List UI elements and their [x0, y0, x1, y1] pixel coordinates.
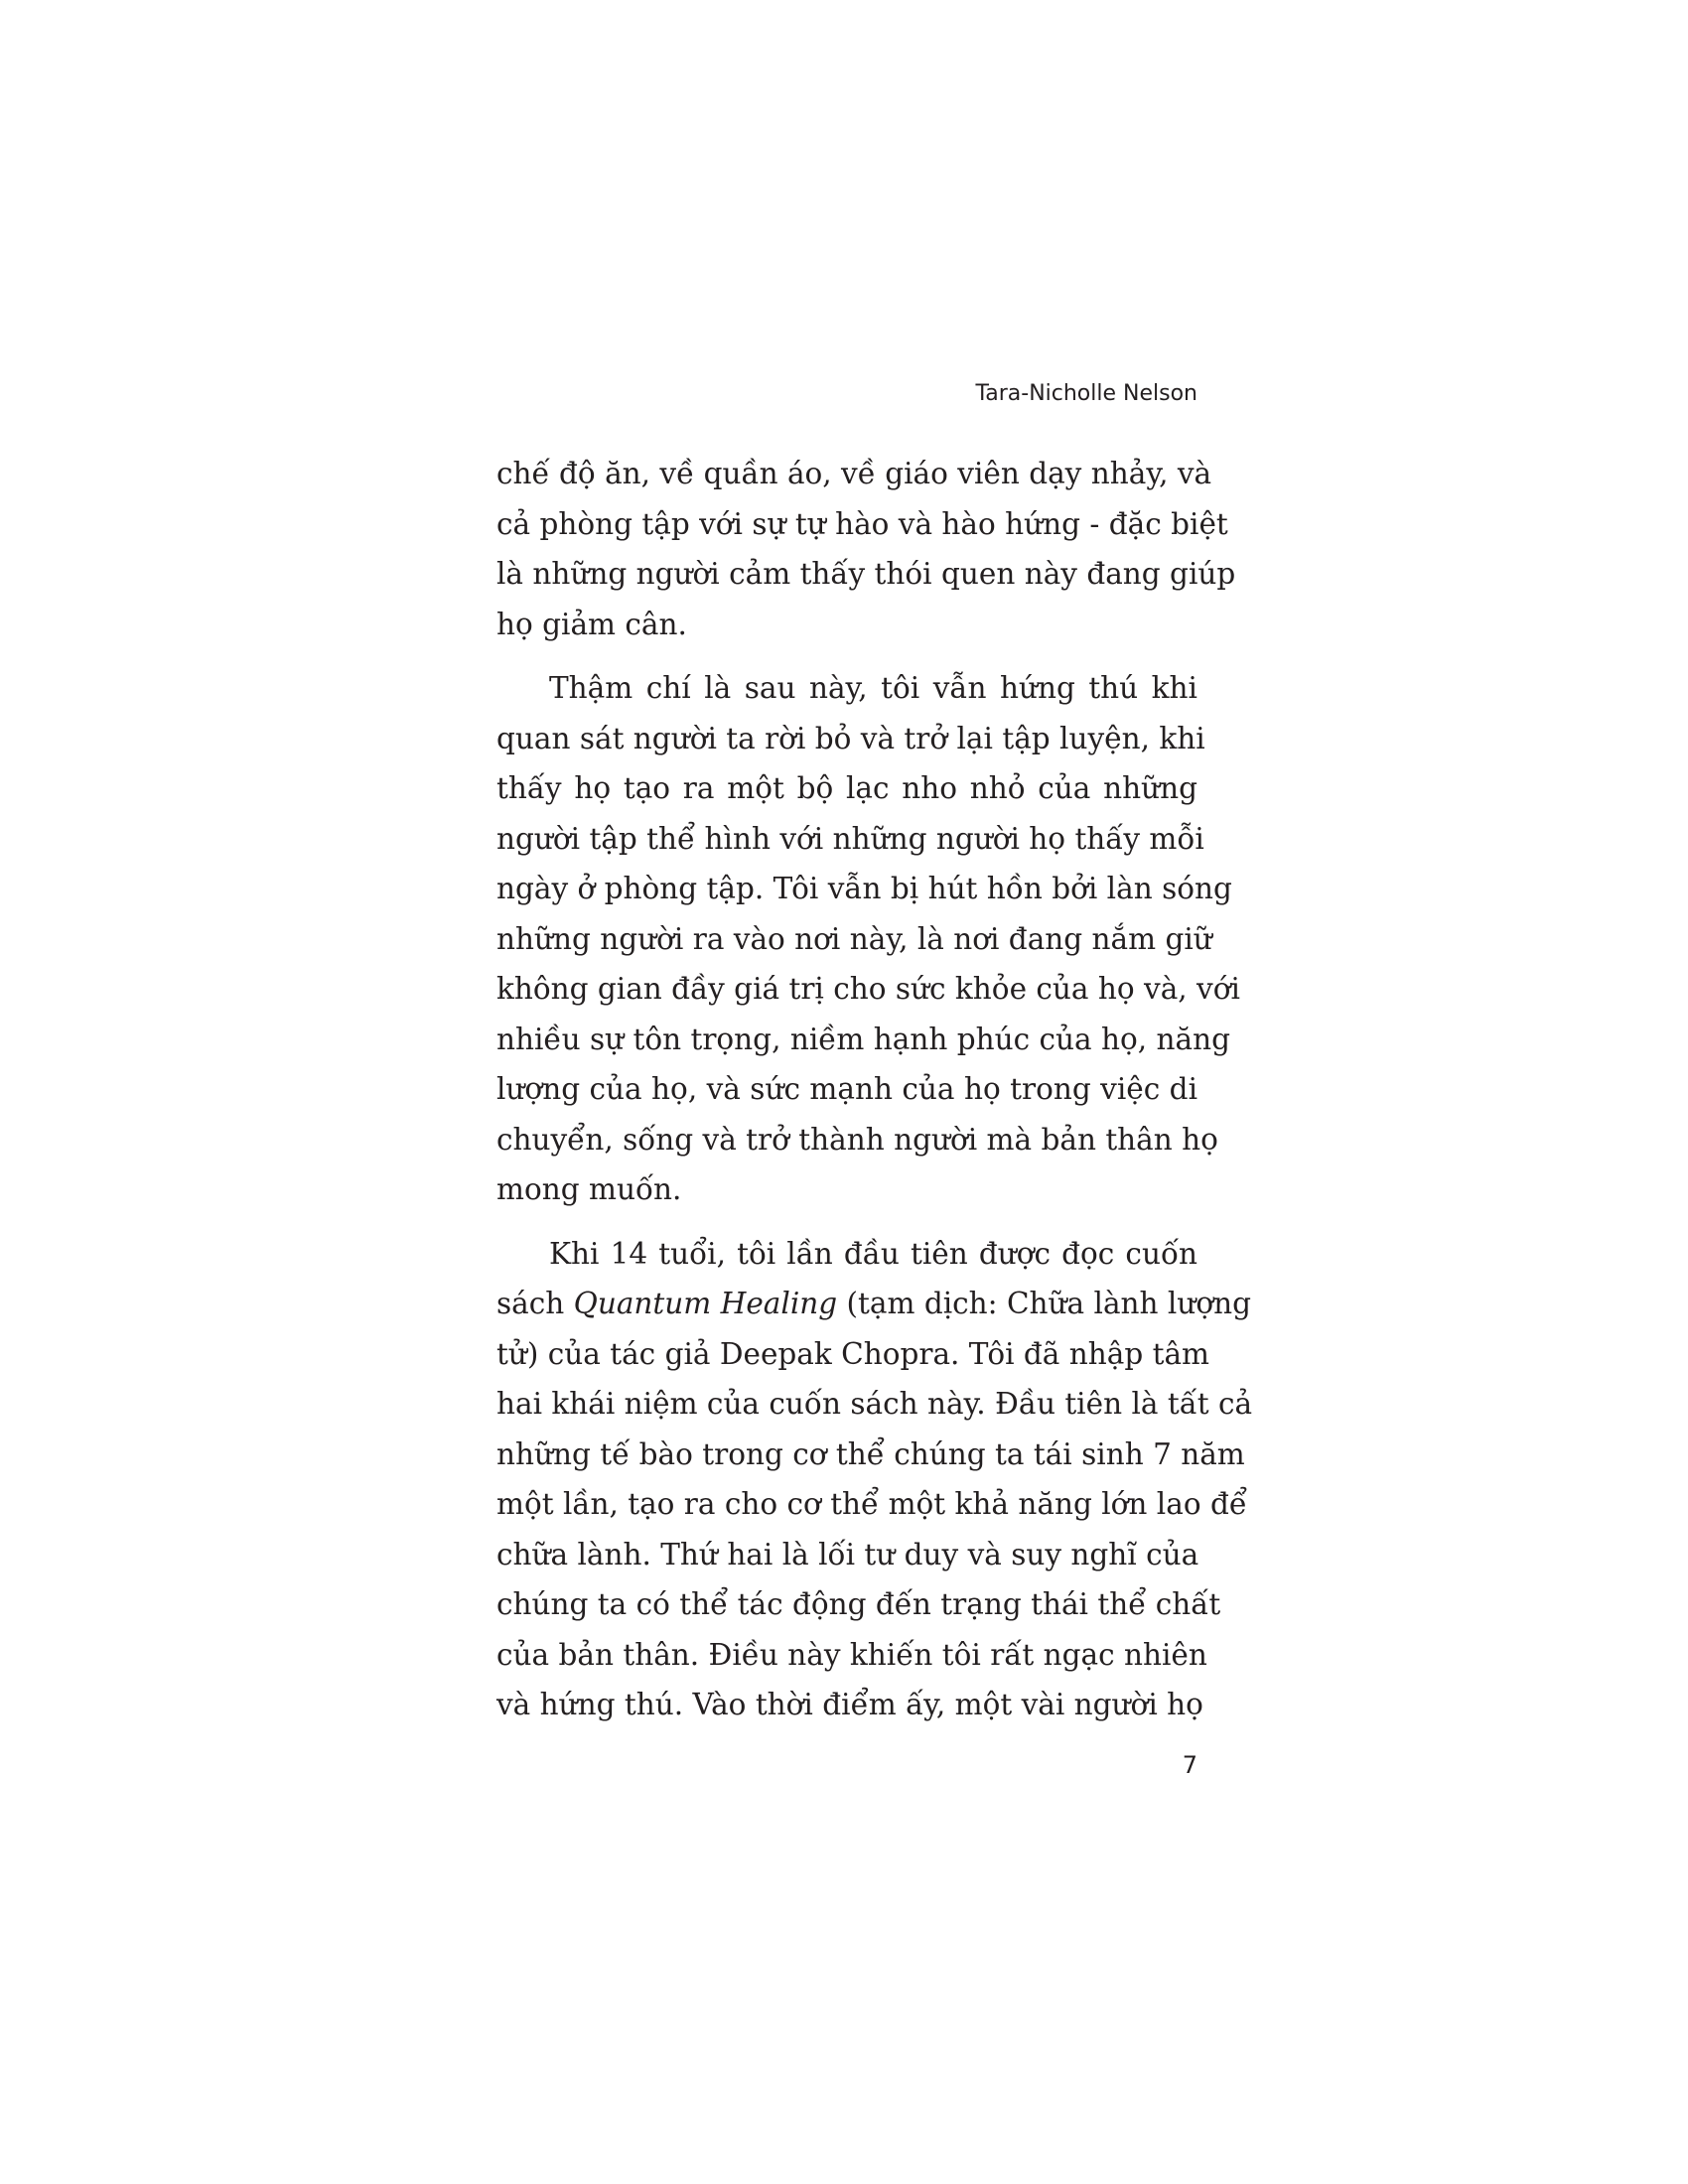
- text-line: và hứng thú. Vào thời điểm ấy, một vài người họ: [496, 1688, 1203, 1721]
- text-line: tử) của tác giả Deepak Chopra. Tôi đã nhập tâm: [496, 1336, 1210, 1371]
- text-line: của bản thân. Điều này khiến tôi rất ngạc nhiên: [496, 1637, 1207, 1672]
- text-line: Khi 14 tuổi, tôi lần đầu tiên được đọc cuốn: [549, 1236, 1197, 1271]
- text-line: những tế bào trong cơ thể chúng ta tái sinh 7 năm: [496, 1436, 1245, 1471]
- paragraph-2: [496, 663, 1240, 1215]
- text-line: quan sát người ta rời bỏ và trở lại tập luyện, khi: [496, 721, 1205, 755]
- text-line-with-title: [496, 1279, 1251, 1329]
- text-line: cả phòng tập với sự tự hào và hào hứng - đặc biệt: [496, 506, 1228, 541]
- text-line: Thậm chí là sau này, tôi vẫn hứng thú khi: [549, 671, 1197, 705]
- text-line: thấy họ tạo ra một bộ lạc nho nhỏ của những: [496, 771, 1197, 805]
- text-line: chữa lành. Thứ hai là lối tư duy và suy nghĩ của: [496, 1537, 1199, 1571]
- text-line: chuyển, sống và trở thành người mà bản thân họ: [496, 1122, 1218, 1157]
- text-line: hai khái niệm của cuốn sách này. Đầu tiên là tất cả: [496, 1387, 1253, 1421]
- page-number: 7: [1182, 1751, 1197, 1779]
- paragraph-1: [496, 449, 1236, 649]
- text-line: ngày ở phòng tập. Tôi vẫn bị hút hồn bởi làn sóng: [496, 872, 1232, 905]
- text-line: một lần, tạo ra cho cơ thể một khả năng lớn lao để: [496, 1487, 1247, 1521]
- text-line: nhiều sự tôn trọng, niềm hạnh phúc của họ, năng: [496, 1022, 1230, 1056]
- text-line: là những người cảm thấy thói quen này đang giúp: [496, 557, 1236, 591]
- text-line: người tập thể hình với những người họ thấy mỗi: [496, 821, 1204, 856]
- text-line: họ giảm cân.: [496, 607, 687, 641]
- text-line: chúng ta có thể tác động đến trạng thái thể chất: [496, 1587, 1221, 1621]
- text-fragment: sách: [496, 1287, 565, 1320]
- body-text: [496, 449, 1253, 1730]
- text-line: mong muốn.: [496, 1172, 682, 1206]
- book-title: Quantum Healing: [573, 1287, 838, 1320]
- text-line: chế độ ăn, về quần áo, về giáo viên dạy nhảy, và: [496, 457, 1212, 490]
- text-line: lượng của họ, và sức mạnh của họ trong việc di: [496, 1072, 1197, 1106]
- paragraph-3: [496, 1229, 1253, 1730]
- running-header-author: Tara-Nicholle Nelson: [975, 381, 1197, 406]
- text-fragment: (tạm dịch: Chữa lành lượng: [846, 1287, 1251, 1320]
- text-line: những người ra vào nơi này, là nơi đang nắm giữ: [496, 921, 1212, 956]
- text-line: không gian đầy giá trị cho sức khỏe của họ và, với: [496, 972, 1240, 1006]
